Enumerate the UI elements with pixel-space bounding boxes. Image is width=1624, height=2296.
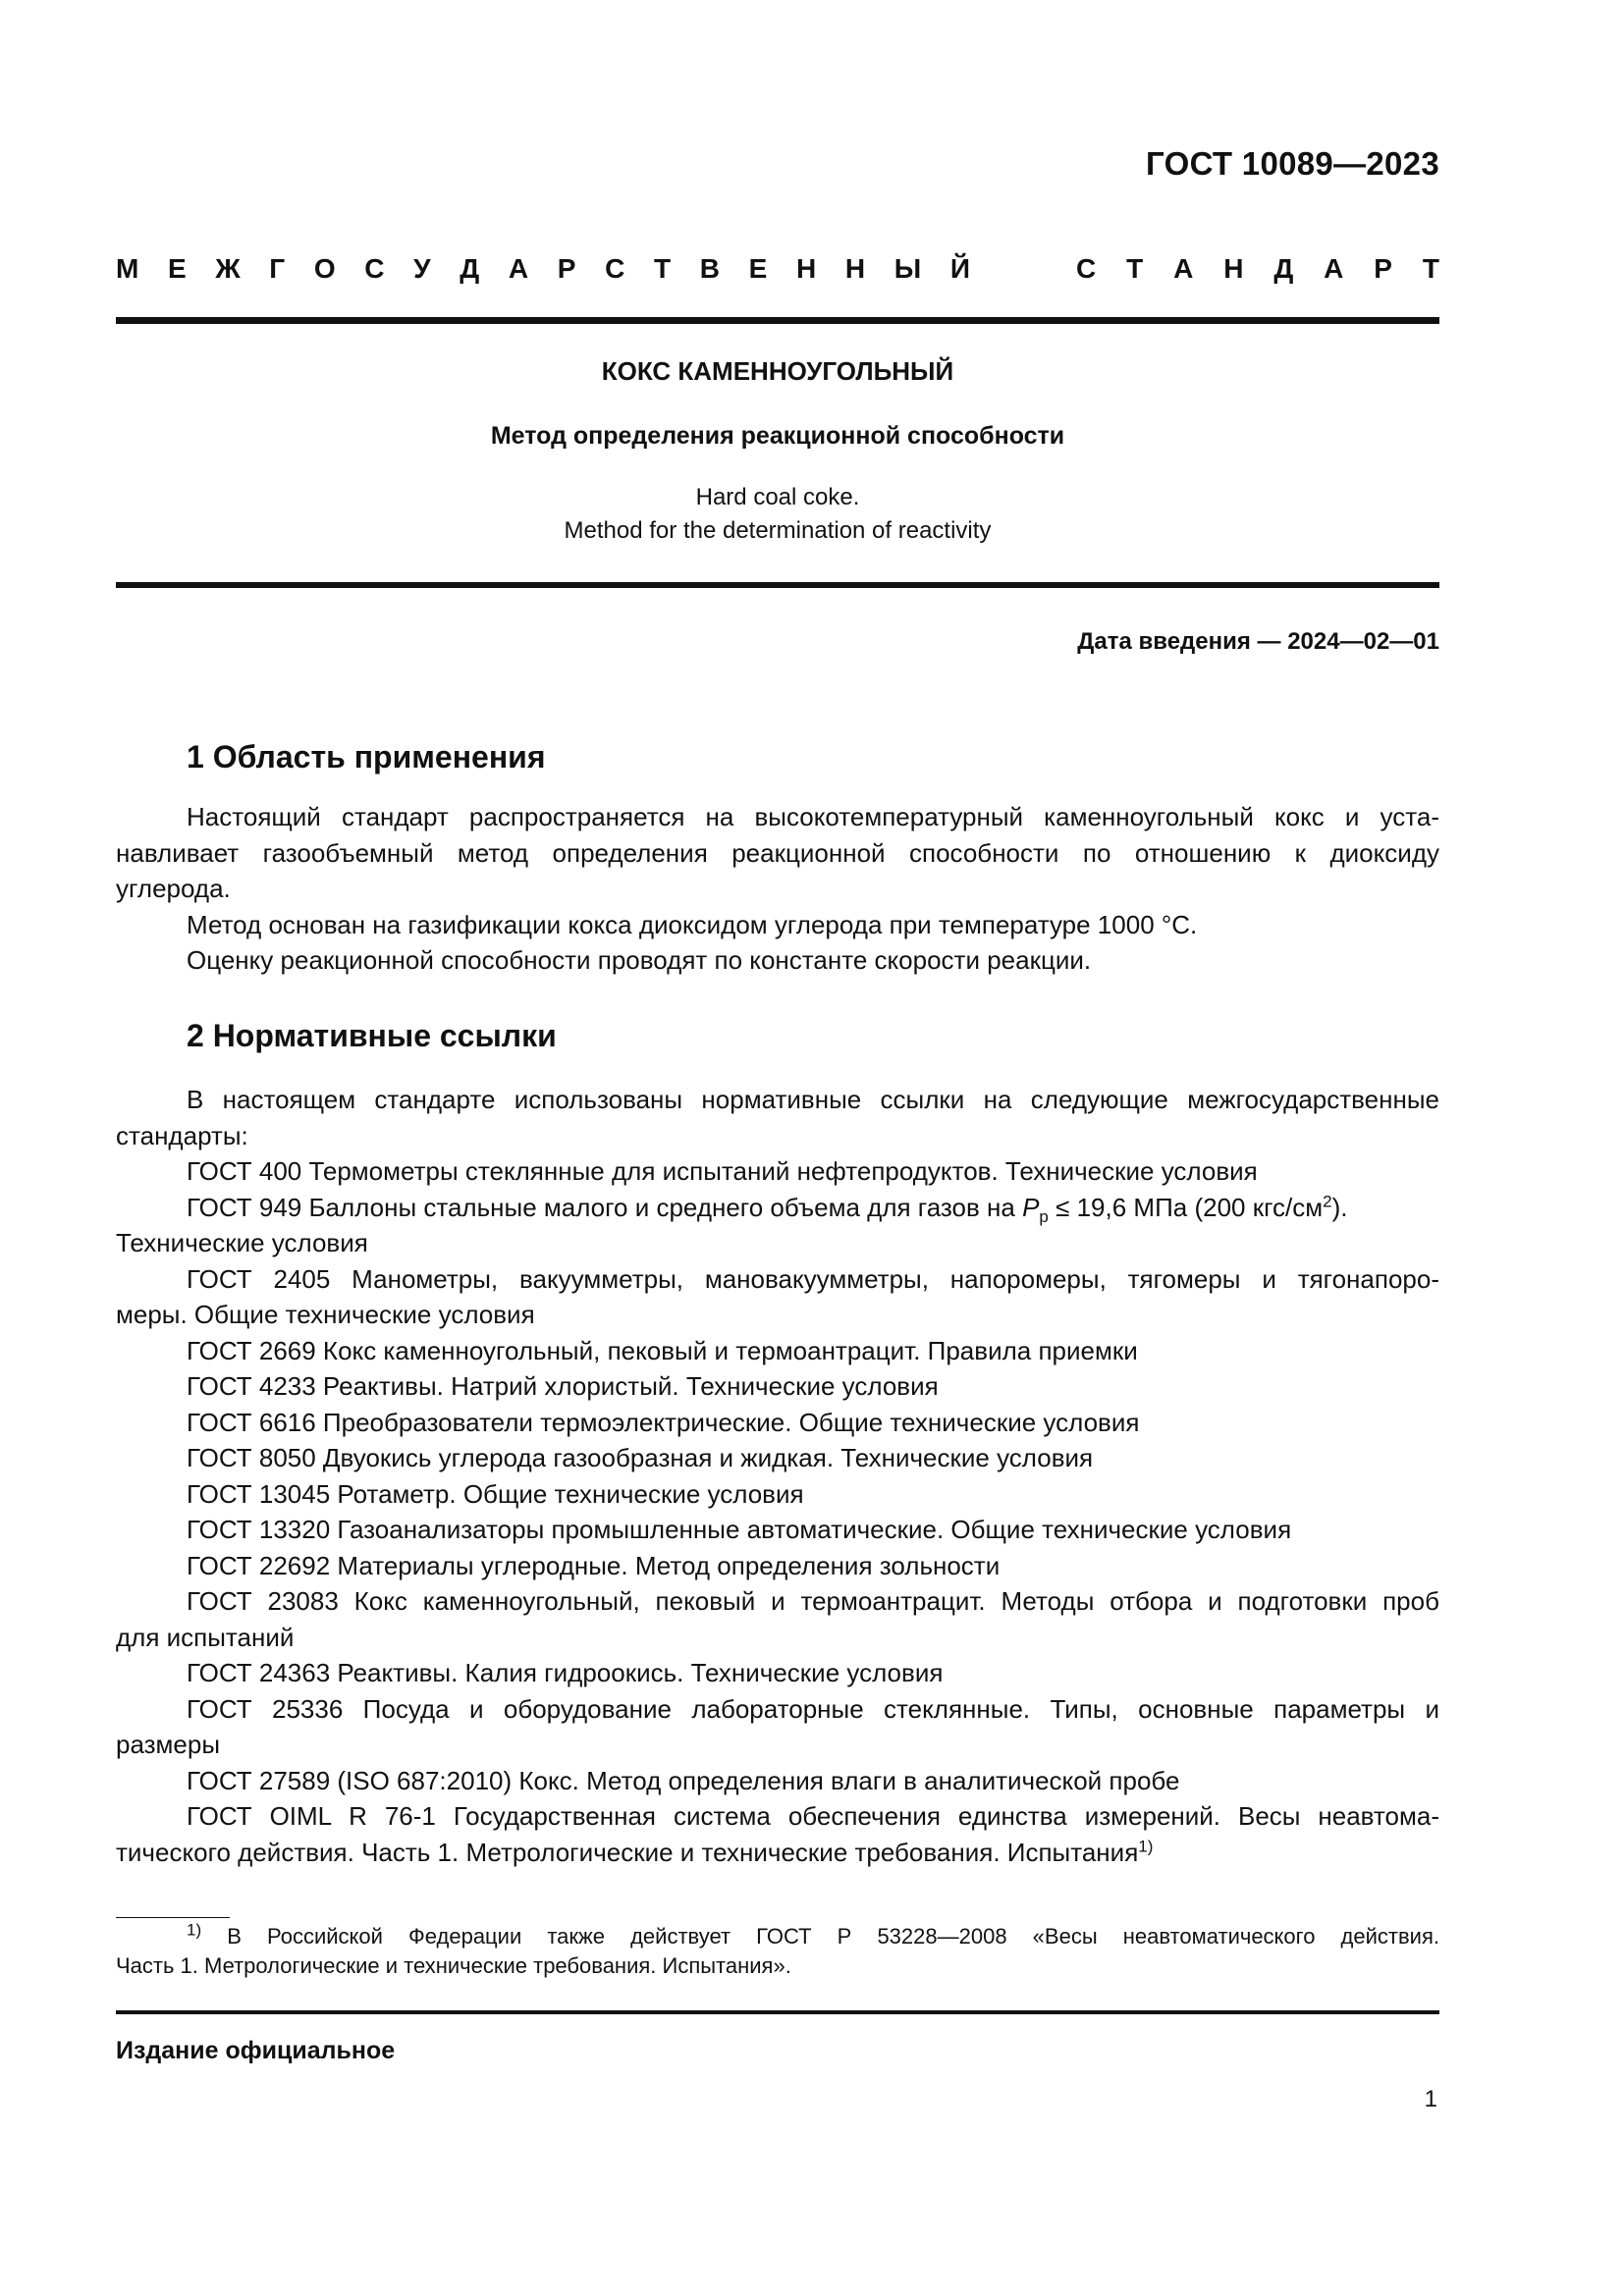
section-1-body — [116, 799, 1439, 979]
banner-letter: С — [1076, 253, 1097, 284]
pressure-symbol: P — [1022, 1192, 1040, 1222]
banner-letter: Н — [795, 253, 817, 284]
reference-item: ГОСТ 4233 Реактивы. Натрий хлористый. Технические условия — [187, 1371, 939, 1401]
document-number: ГОСТ 10089—2023 — [1146, 145, 1439, 182]
banner-letter: У — [413, 253, 431, 284]
banner-letter: А — [1173, 253, 1194, 284]
reference-item: ГОСТ 400 Термометры стеклянные для испытаний нефтепродуктов. Технические условия — [187, 1156, 1258, 1186]
paragraph: Оценку реакционной способности проводят по константе скорости реакции. — [187, 945, 1092, 975]
reference-item-continuation: для испытаний — [116, 1622, 295, 1652]
banner-letter: Т — [1422, 253, 1439, 284]
banner-letter: Й — [949, 253, 970, 284]
reference-item: ГОСТ 6616 Преобразователи термоэлектрические. Общие технические условия — [187, 1407, 1140, 1437]
reference-item — [116, 1190, 1439, 1226]
reference-item: ГОСТ 24363 Реактивы. Калия гидроокись. Технические условия — [187, 1658, 944, 1687]
reference-item: ГОСТ 13320 Газоанализаторы промышленные автоматические. Общие технические условия — [187, 1515, 1292, 1544]
standard-word — [1076, 253, 1439, 285]
official-edition-label: Издание официальное — [116, 2037, 396, 2064]
introduction-date: Дата введения — 2024—02—01 — [1077, 628, 1439, 655]
reference-item: ГОСТ 8050 Двуокись углерода газообразная и жидкая. Технические условия — [187, 1443, 1094, 1472]
banner-letter: Г — [269, 253, 286, 284]
pressure-subscript: р — [1039, 1206, 1049, 1226]
reference-item: ГОСТ 13045 Ротаметр. Общие технические условия — [187, 1478, 804, 1509]
title-en-line-2: Method for the determination of reactivity — [564, 517, 992, 544]
paragraph-line: углерода. — [116, 874, 231, 903]
paragraph-line: В настоящем стандарте использованы нормативные ссылки на следующие межгосударственные — [187, 1085, 1439, 1114]
banner-letter: В — [699, 253, 720, 284]
title-rule — [116, 582, 1439, 588]
reference-text: ≤ 19,6 МПа (200 кгс/см — [1048, 1192, 1324, 1222]
document-title: КОКС КАМЕННОУГОЛЬНЫЙ — [601, 356, 954, 386]
top-rule — [116, 317, 1439, 324]
footnote-line: Часть 1. Метрологические и технические требования. Испытания». — [116, 1953, 791, 1978]
paragraph-line: стандарты: — [116, 1120, 248, 1150]
reference-item: ГОСТ 22692 Материалы углеродные. Метод определения зольности — [187, 1550, 1001, 1580]
banner-letter: Р — [557, 253, 576, 284]
banner-letter: Ы — [893, 253, 922, 284]
banner-letter: О — [313, 253, 336, 284]
reference-item-continuation — [116, 1835, 1439, 1871]
reference-text: ). — [1331, 1192, 1348, 1222]
banner-letter: Т — [653, 253, 672, 284]
banner-letter: Д — [1273, 253, 1294, 284]
section-2-body — [116, 1082, 1439, 1870]
banner-letter: А — [1324, 253, 1344, 284]
reference-item: ГОСТ 23083 Кокс каменноугольный, пековый и термоантрацит. Методы отбора и подготовки проб — [187, 1586, 1439, 1616]
banner-letter: Ж — [215, 253, 241, 284]
banner-letter: Н — [844, 253, 866, 284]
page-number: 1 — [1424, 2086, 1437, 2112]
banner-letter: Н — [1223, 253, 1244, 284]
banner-letter: Е — [748, 253, 768, 284]
reference-item: ГОСТ 27589 (ISO 687:2010) Кокс. Метод определения влаги в аналитической пробе — [187, 1765, 1180, 1795]
reference-item: ГОСТ 25336 Посуда и оборудование лабораторные стеклянные. Типы, основные параметры и — [187, 1693, 1439, 1724]
paragraph-line: навливает газообъемный метод определения реакционной способности по отношению к диоксиду — [116, 837, 1439, 868]
banner-letter: С — [364, 253, 385, 284]
unit-superscript: 2 — [1323, 1191, 1332, 1210]
banner-letter: Т — [1126, 253, 1144, 284]
banner-letter: С — [605, 253, 625, 284]
banner-letter: Е — [167, 253, 187, 284]
interstate-word — [116, 253, 970, 285]
footnote-text: В Российской Федерации также действует ГОСТ Р 53228—2008 «Весы неавтоматического действия. — [201, 1924, 1439, 1949]
banner-letter: Р — [1374, 253, 1392, 284]
reference-item: ГОСТ OIML R 76-1 Государственная система обеспечения единства измерений. Весы неавтома- — [187, 1801, 1439, 1831]
footnote-rule — [116, 1917, 230, 1918]
paragraph: Метод основан на газификации кокса диоксидом углерода при температуре 1000 °C. — [187, 909, 1198, 939]
reference-text: тического действия. Часть 1. Метрологические и технические требования. Испытания — [116, 1837, 1139, 1867]
banner-letter: М — [116, 253, 139, 284]
footnote-marker: 1) — [1138, 1836, 1154, 1855]
title-en-line-1: Hard coal coke. — [695, 484, 860, 510]
reference-item-continuation: Технические условия — [116, 1228, 368, 1257]
footnote — [116, 1922, 1439, 1981]
reference-item: ГОСТ 2669 Кокс каменноугольный, пековый и термоантрацит. Правила приемки — [187, 1335, 1138, 1365]
paragraph-line: Настоящий стандарт распространяется на высокотемпературный каменноугольный кокс и уста- — [187, 802, 1439, 831]
banner-letter: Д — [460, 253, 480, 284]
banner-letter: А — [508, 253, 529, 284]
reference-item-continuation: размеры — [116, 1730, 221, 1759]
section-1-heading: 1 Область применения — [187, 739, 546, 774]
reference-item-continuation: меры. Общие технические условия — [116, 1300, 535, 1329]
footnote-line — [116, 1922, 1439, 1951]
document-title-english — [116, 481, 1439, 548]
footnote-marker: 1) — [187, 1920, 202, 1940]
reference-text: ГОСТ 949 Баллоны стальные малого и среднего объема для газов на — [187, 1192, 1023, 1222]
section-2-heading: 2 Нормативные ссылки — [187, 1018, 557, 1053]
footer-rule — [116, 2010, 1439, 2014]
document-subtitle: Метод определения реакционной способности — [490, 422, 1065, 450]
reference-item: ГОСТ 2405 Манометры, вакуумметры, мановакуумметры, напоромеры, тягомеры и тягонапоро- — [187, 1263, 1439, 1294]
